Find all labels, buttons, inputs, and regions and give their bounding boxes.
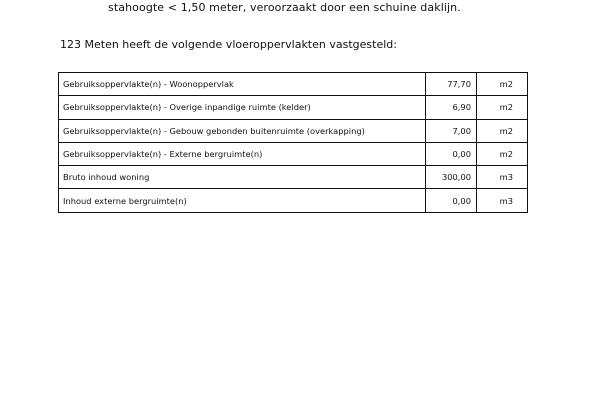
table-row bbox=[59, 166, 528, 189]
area-unit: m2 bbox=[477, 96, 528, 119]
area-value: 7,00 bbox=[426, 119, 477, 142]
area-label: Gebruiksoppervlakte(n) - Gebouw gebonden buitenruimte (overkapping) bbox=[59, 119, 426, 142]
area-unit: m2 bbox=[477, 73, 528, 96]
area-value: 77,70 bbox=[426, 73, 477, 96]
volume-label: Inhoud externe bergruimte(n) bbox=[59, 189, 426, 212]
measurement-intro: 123 Meten heeft de volgende vloeroppervlakten vastgesteld: bbox=[60, 38, 397, 51]
area-label: Gebruiksoppervlakte(n) - Overige inpandige ruimte (kelder) bbox=[59, 96, 426, 119]
table-row bbox=[59, 119, 528, 142]
table-row bbox=[59, 96, 528, 119]
area-unit: m2 bbox=[477, 142, 528, 165]
table-row bbox=[59, 73, 528, 96]
table-row bbox=[59, 189, 528, 212]
volume-value: 300,00 bbox=[426, 166, 477, 189]
area-value: 6,90 bbox=[426, 96, 477, 119]
area-label: Gebruiksoppervlakte(n) - Woonoppervlak bbox=[59, 73, 426, 96]
volume-value: 0,00 bbox=[426, 189, 477, 212]
table-row bbox=[59, 142, 528, 165]
volume-label: Bruto inhoud woning bbox=[59, 166, 426, 189]
area-value: 0,00 bbox=[426, 142, 477, 165]
floor-area-table bbox=[58, 72, 528, 213]
volume-unit: m3 bbox=[477, 166, 528, 189]
area-unit: m2 bbox=[477, 119, 528, 142]
previous-paragraph-tail: stahoogte < 1,50 meter, veroorzaakt door een schuine daklijn. bbox=[108, 1, 461, 14]
area-label: Gebruiksoppervlakte(n) - Externe bergruimte(n) bbox=[59, 142, 426, 165]
volume-unit: m3 bbox=[477, 189, 528, 212]
